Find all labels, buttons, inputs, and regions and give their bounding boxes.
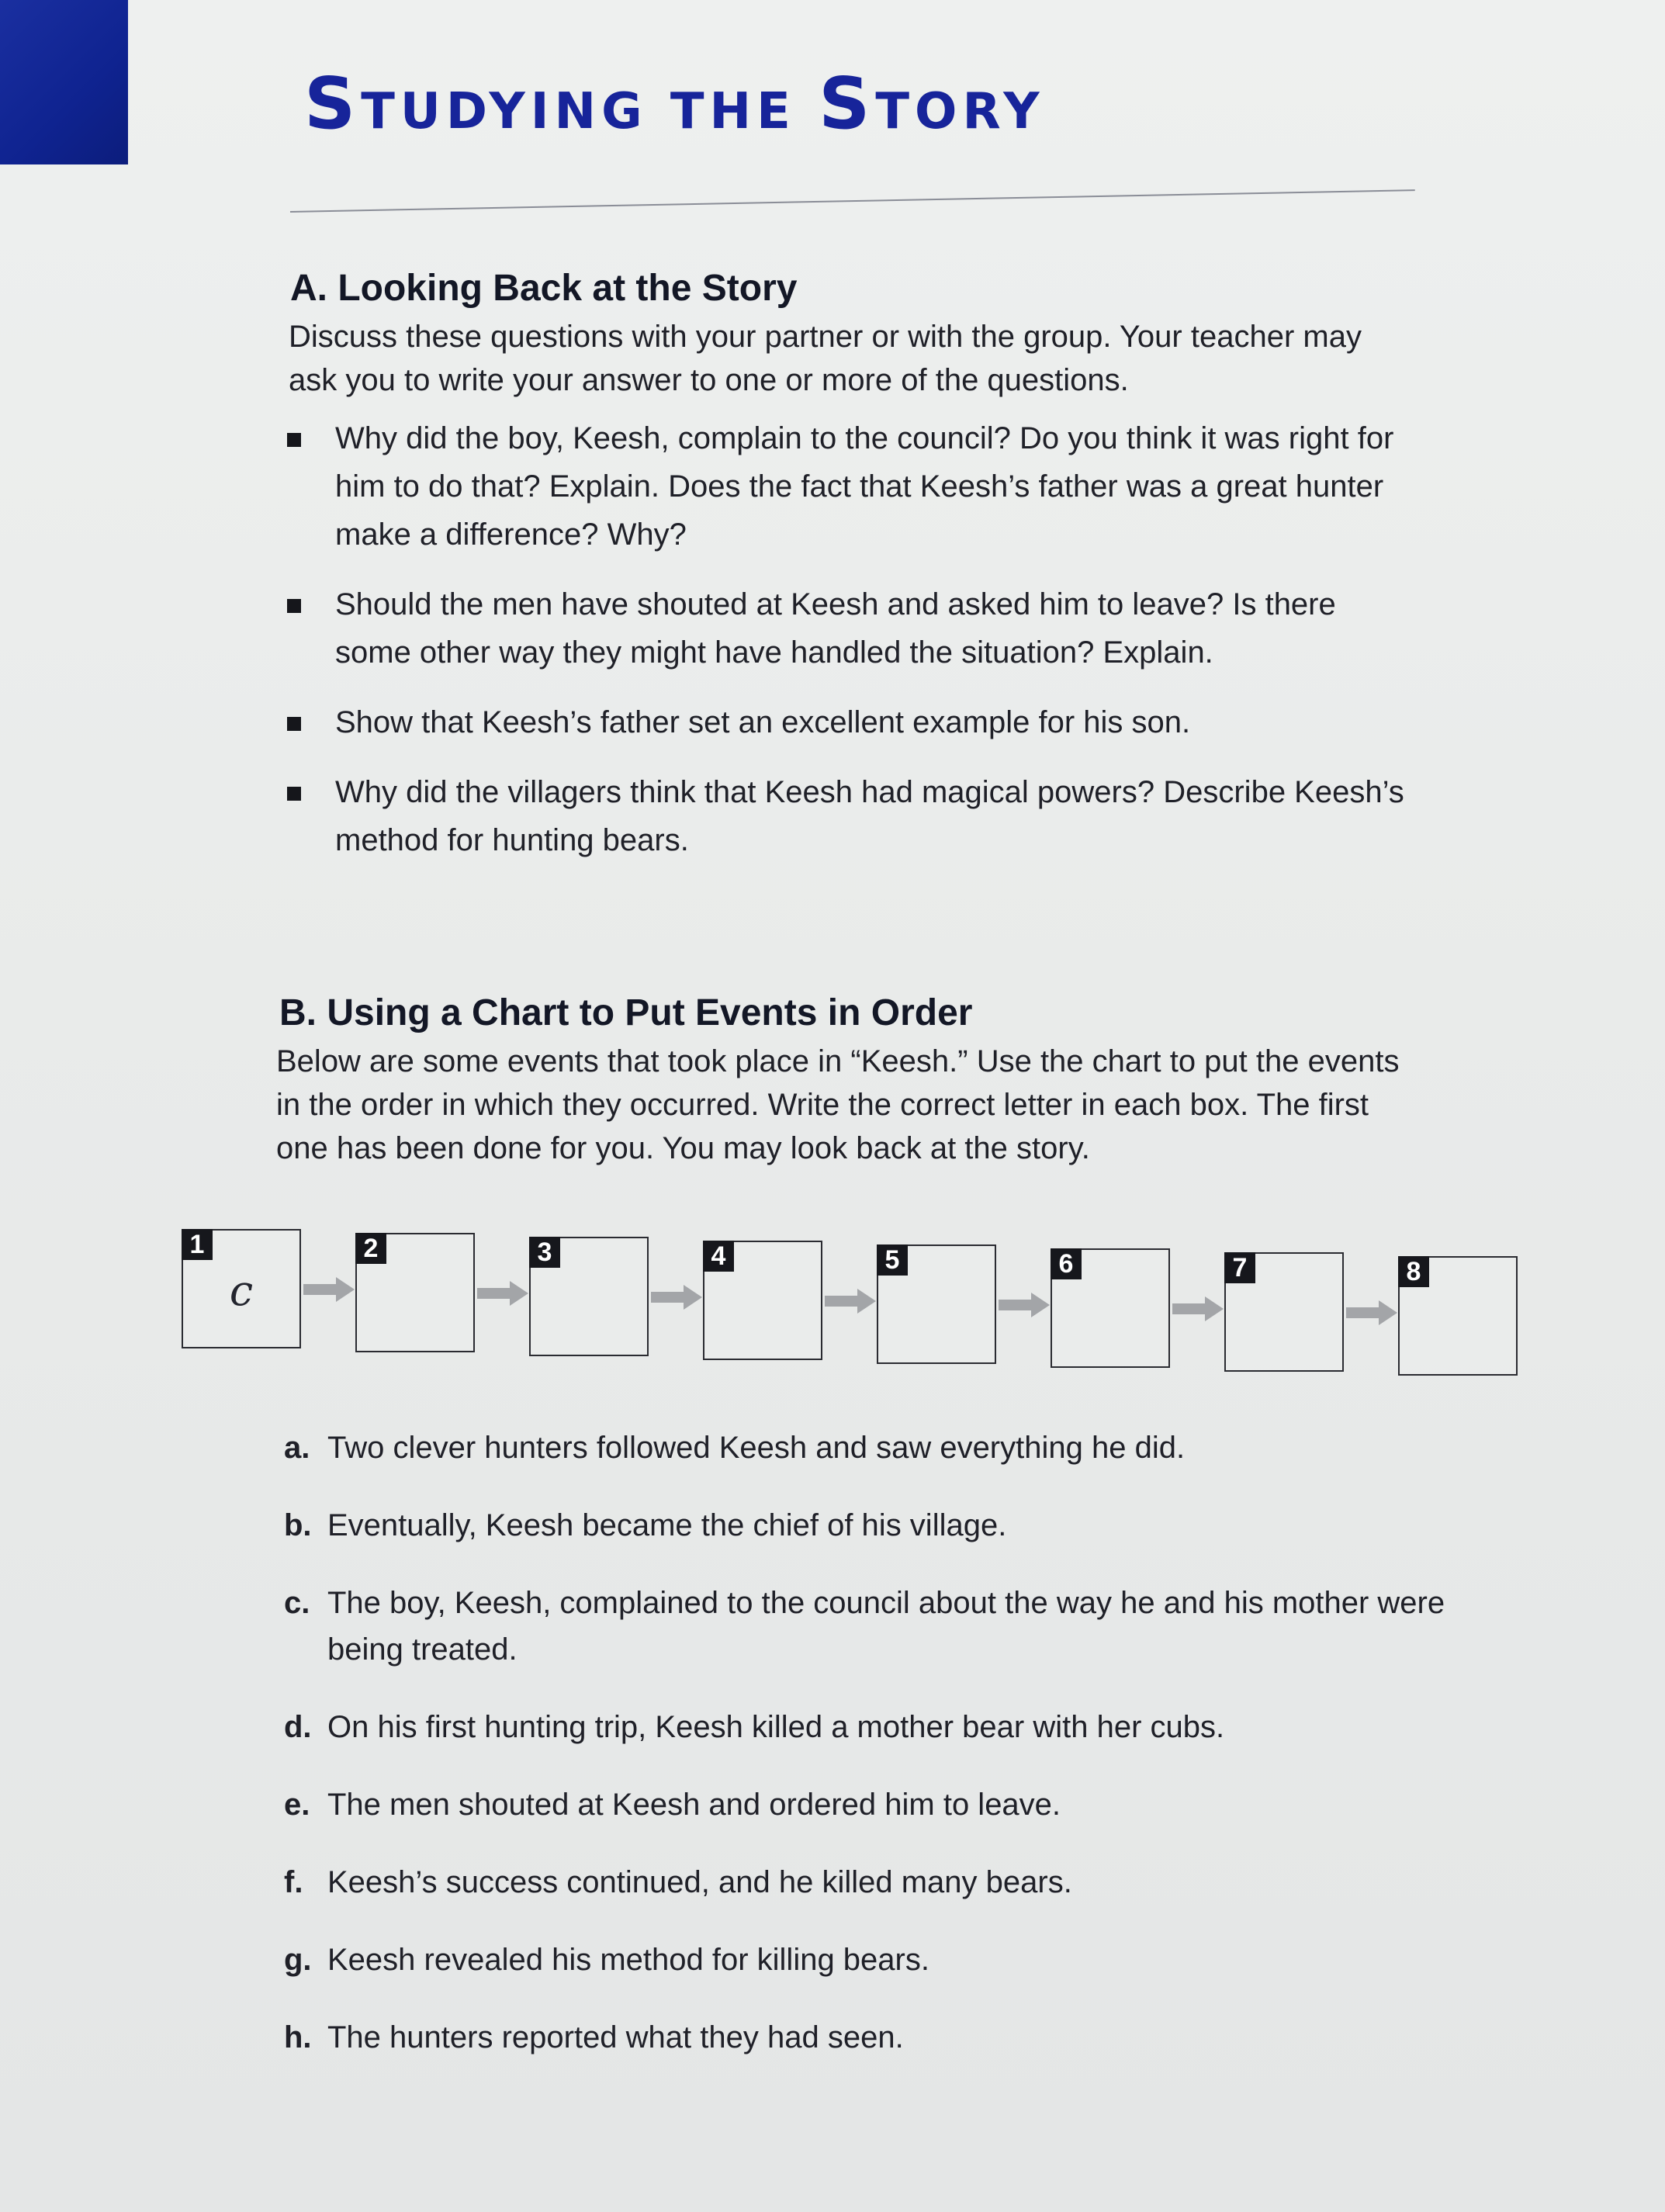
- event-letter: a.: [284, 1431, 310, 1465]
- square-bullet-icon: [287, 599, 301, 613]
- event-item: [284, 2014, 1463, 2061]
- event-letter: f.: [284, 1865, 303, 1899]
- event-text: Keesh revealed his method for killing bears.: [327, 1943, 929, 1977]
- square-bullet-icon: [287, 433, 301, 447]
- event-text: The men shouted at Keesh and ordered him to leave.: [327, 1788, 1061, 1822]
- sequence-box-number: 1: [182, 1229, 213, 1260]
- event-item: [284, 1937, 1463, 1983]
- event-text: The boy, Keesh, complained to the council about the way he and his mother were being treated.: [327, 1586, 1445, 1667]
- sequence-box-number: 6: [1051, 1248, 1082, 1279]
- sequence-box-number: 3: [529, 1237, 560, 1268]
- sequence-box-7[interactable]: [1224, 1252, 1344, 1372]
- right-arrow-icon: [651, 1283, 704, 1311]
- event-text: Eventually, Keesh became the chief of his village.: [327, 1508, 1007, 1542]
- section-b-heading: B. Using a Chart to Put Events in Order: [279, 992, 973, 1033]
- sequence-box-number: 8: [1398, 1256, 1429, 1287]
- section-b-intro: Below are some events that took place in “Keesh.” Use the chart to put the events in the order in which they occurred. Write the correct letter in each box. The first one has been done for you. You may look back at the story.: [276, 1044, 1400, 1165]
- sequence-box-5[interactable]: [877, 1244, 996, 1364]
- event-item: [284, 1859, 1463, 1906]
- event-text: Keesh’s success continued, and he killed many bears.: [327, 1865, 1072, 1899]
- title-word-1: TUDYING: [361, 83, 670, 140]
- section-a-intro: Discuss these questions with your partner or with the group. Your teacher may ask you to write your answer to one or more of the questions.: [289, 320, 1362, 397]
- title-word-3: TORY: [875, 83, 1045, 140]
- event-item: [284, 1424, 1463, 1471]
- sequence-box-number: 5: [877, 1244, 908, 1276]
- question-text: Show that Keesh’s father set an excellent example for his son.: [335, 705, 1191, 739]
- right-arrow-icon: [303, 1276, 356, 1303]
- event-letter: b.: [284, 1508, 312, 1542]
- sequence-box-answer: c: [229, 1266, 254, 1315]
- event-text: On his first hunting trip, Keesh killed a mother bear with her cubs.: [327, 1710, 1225, 1744]
- event-item: [284, 1580, 1463, 1673]
- sequence-box-number: 7: [1224, 1252, 1255, 1283]
- question-text: Should the men have shouted at Keesh and asked him to leave? Is there some other way they might have handled the situation? Explain.: [335, 587, 1336, 670]
- event-text: The hunters reported what they had seen.: [327, 2020, 904, 2054]
- right-arrow-icon: [999, 1291, 1051, 1319]
- event-letter: e.: [284, 1788, 310, 1822]
- sequence-box-number: 2: [355, 1233, 386, 1264]
- square-bullet-icon: [287, 787, 301, 801]
- sequence-box-2[interactable]: [355, 1233, 475, 1352]
- sequence-box-8[interactable]: [1398, 1256, 1518, 1376]
- title-divider: [290, 189, 1415, 213]
- sequence-box-1[interactable]: [182, 1229, 301, 1348]
- blue-corner-tab: [0, 0, 128, 164]
- sequence-box-3[interactable]: [529, 1237, 649, 1356]
- right-arrow-icon: [1346, 1299, 1399, 1327]
- event-letter: d.: [284, 1710, 312, 1744]
- sequence-box-4[interactable]: [703, 1241, 822, 1360]
- event-letter: h.: [284, 2020, 312, 2054]
- question-item: [287, 698, 1420, 746]
- question-text: Why did the villagers think that Keesh had magical powers? Describe Keesh’s method for hunting bears.: [335, 775, 1404, 857]
- event-text: Two clever hunters followed Keesh and saw everything he did.: [327, 1431, 1186, 1465]
- question-item: [287, 414, 1420, 559]
- sequence-box-number: 4: [703, 1241, 734, 1272]
- event-item: [284, 1781, 1463, 1828]
- event-letter: g.: [284, 1943, 312, 1977]
- title-cap-2: S: [819, 62, 876, 145]
- section-a-heading: A. Looking Back at the Story: [290, 268, 798, 309]
- question-item: [287, 768, 1420, 864]
- title-word-2: THE: [670, 83, 819, 140]
- event-item: [284, 1502, 1463, 1549]
- event-list: [284, 1424, 1463, 2092]
- question-item: [287, 580, 1420, 677]
- sequence-box-6[interactable]: [1051, 1248, 1170, 1368]
- right-arrow-icon: [477, 1279, 530, 1307]
- event-item: [284, 1704, 1463, 1750]
- bleed-through-text: [1210, 233, 1218, 265]
- question-text: Why did the boy, Keesh, complain to the council? Do you think it was right for him to do that? Explain. Does the fact that Keesh’s father was a great hunter make a difference? Why?: [335, 421, 1394, 552]
- page-title: [304, 62, 1045, 145]
- square-bullet-icon: [287, 717, 301, 731]
- event-letter: c.: [284, 1586, 310, 1620]
- title-cap-1: S: [304, 62, 362, 145]
- right-arrow-icon: [825, 1287, 878, 1315]
- discussion-questions: [287, 414, 1420, 886]
- right-arrow-icon: [1172, 1295, 1225, 1323]
